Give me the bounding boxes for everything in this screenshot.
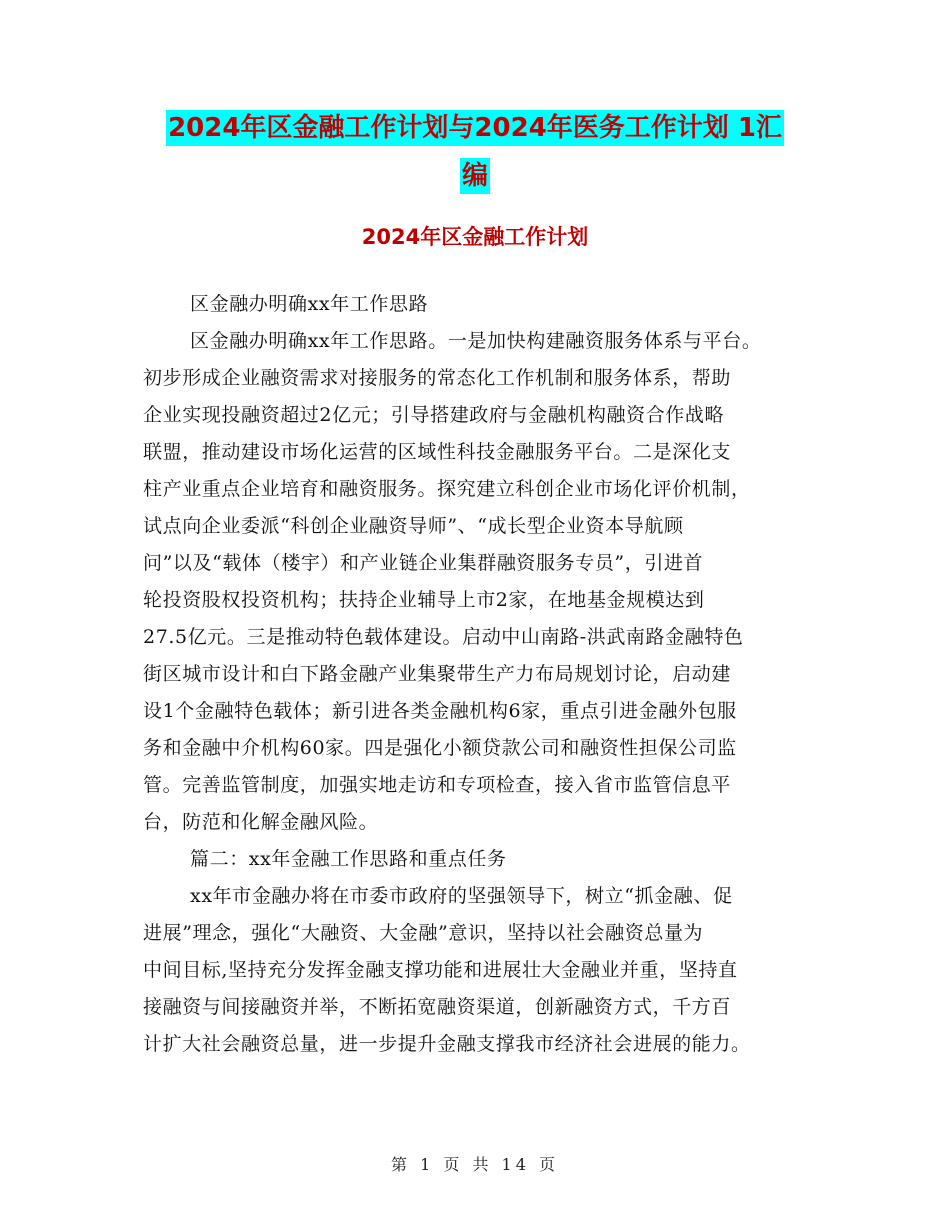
- text-line: 柱产业重点企业培育和融资服务。探究建立科创企业市场化评价机制，: [143, 478, 751, 500]
- text-line: 计扩大社会融资总量，进一步提升金融支撑我市经济社会进展的能力。: [143, 1033, 751, 1055]
- text-line: 台，防范和化解金融风险。: [143, 811, 379, 833]
- section-title: 2024年区金融工作计划: [361, 225, 589, 249]
- text-line: 初步形成企业融资需求对接服务的常态化工作机制和服务体系，帮助: [143, 367, 732, 389]
- text-line: xx年市金融办将在市委市政府的坚强领导下，树立“抓金融、促: [190, 885, 733, 907]
- document-title: [0, 110, 950, 194]
- text-line: 区金融办明确xx年工作思路: [190, 293, 429, 315]
- title-line-2: 编: [460, 158, 490, 194]
- text-line: 中间目标,坚持充分发挥金融支撑功能和进展壮大金融业并重，坚持直: [143, 959, 738, 981]
- text-line: 设1个金融特色载体；新引进各类金融机构6家，重点引进金融外包服: [143, 700, 737, 722]
- text-line: 进展”理念，强化“大融资、大金融”意识，坚持以社会融资总量为: [143, 922, 704, 944]
- text-line: 管。完善监管制度，加强实地走访和专项检查，接入省市监管信息平: [143, 774, 732, 796]
- text-line: 27.5亿元。三是推动特色载体建设。启动中山南路-洪武南路金融特色: [143, 626, 744, 648]
- text-line: 轮投资股权投资机构；扶持企业辅导上市2家，在地基金规模达到: [143, 589, 705, 611]
- title-line-1: 2024年区金融工作计划与2024年医务工作计划 1汇: [166, 110, 784, 146]
- text-line: 联盟，推动建设市场化运营的区域性科技金融服务平台。二是深化支: [143, 441, 732, 463]
- text-line: 篇二：xx年金融工作思路和重点任务: [190, 848, 507, 870]
- text-line: 务和金融中介机构60家。四是强化小额贷款公司和融资性担保公司监: [143, 737, 737, 759]
- text-line: 企业实现投融资超过2亿元；引导搭建政府与金融机构融资合作战略: [143, 404, 725, 426]
- text-line: 问”以及“载体（楼宇）和产业链企业集群融资服务专员”，引进首: [143, 552, 704, 574]
- text-line: 接融资与间接融资并举，不断拓宽融资渠道，创新融资方式，千方百: [143, 996, 732, 1018]
- page-footer: 第 1 页 共 14 页: [391, 1155, 559, 1174]
- text-line: 试点向企业委派“科创企业融资导师”、“成长型企业资本导航顾: [143, 515, 684, 537]
- text-line: 区金融办明确xx年工作思路。一是加快构建融资服务体系与平台。: [190, 330, 762, 352]
- text-line: 街区城市设计和白下路金融产业集聚带生产力布局规划讨论，启动建: [143, 663, 732, 685]
